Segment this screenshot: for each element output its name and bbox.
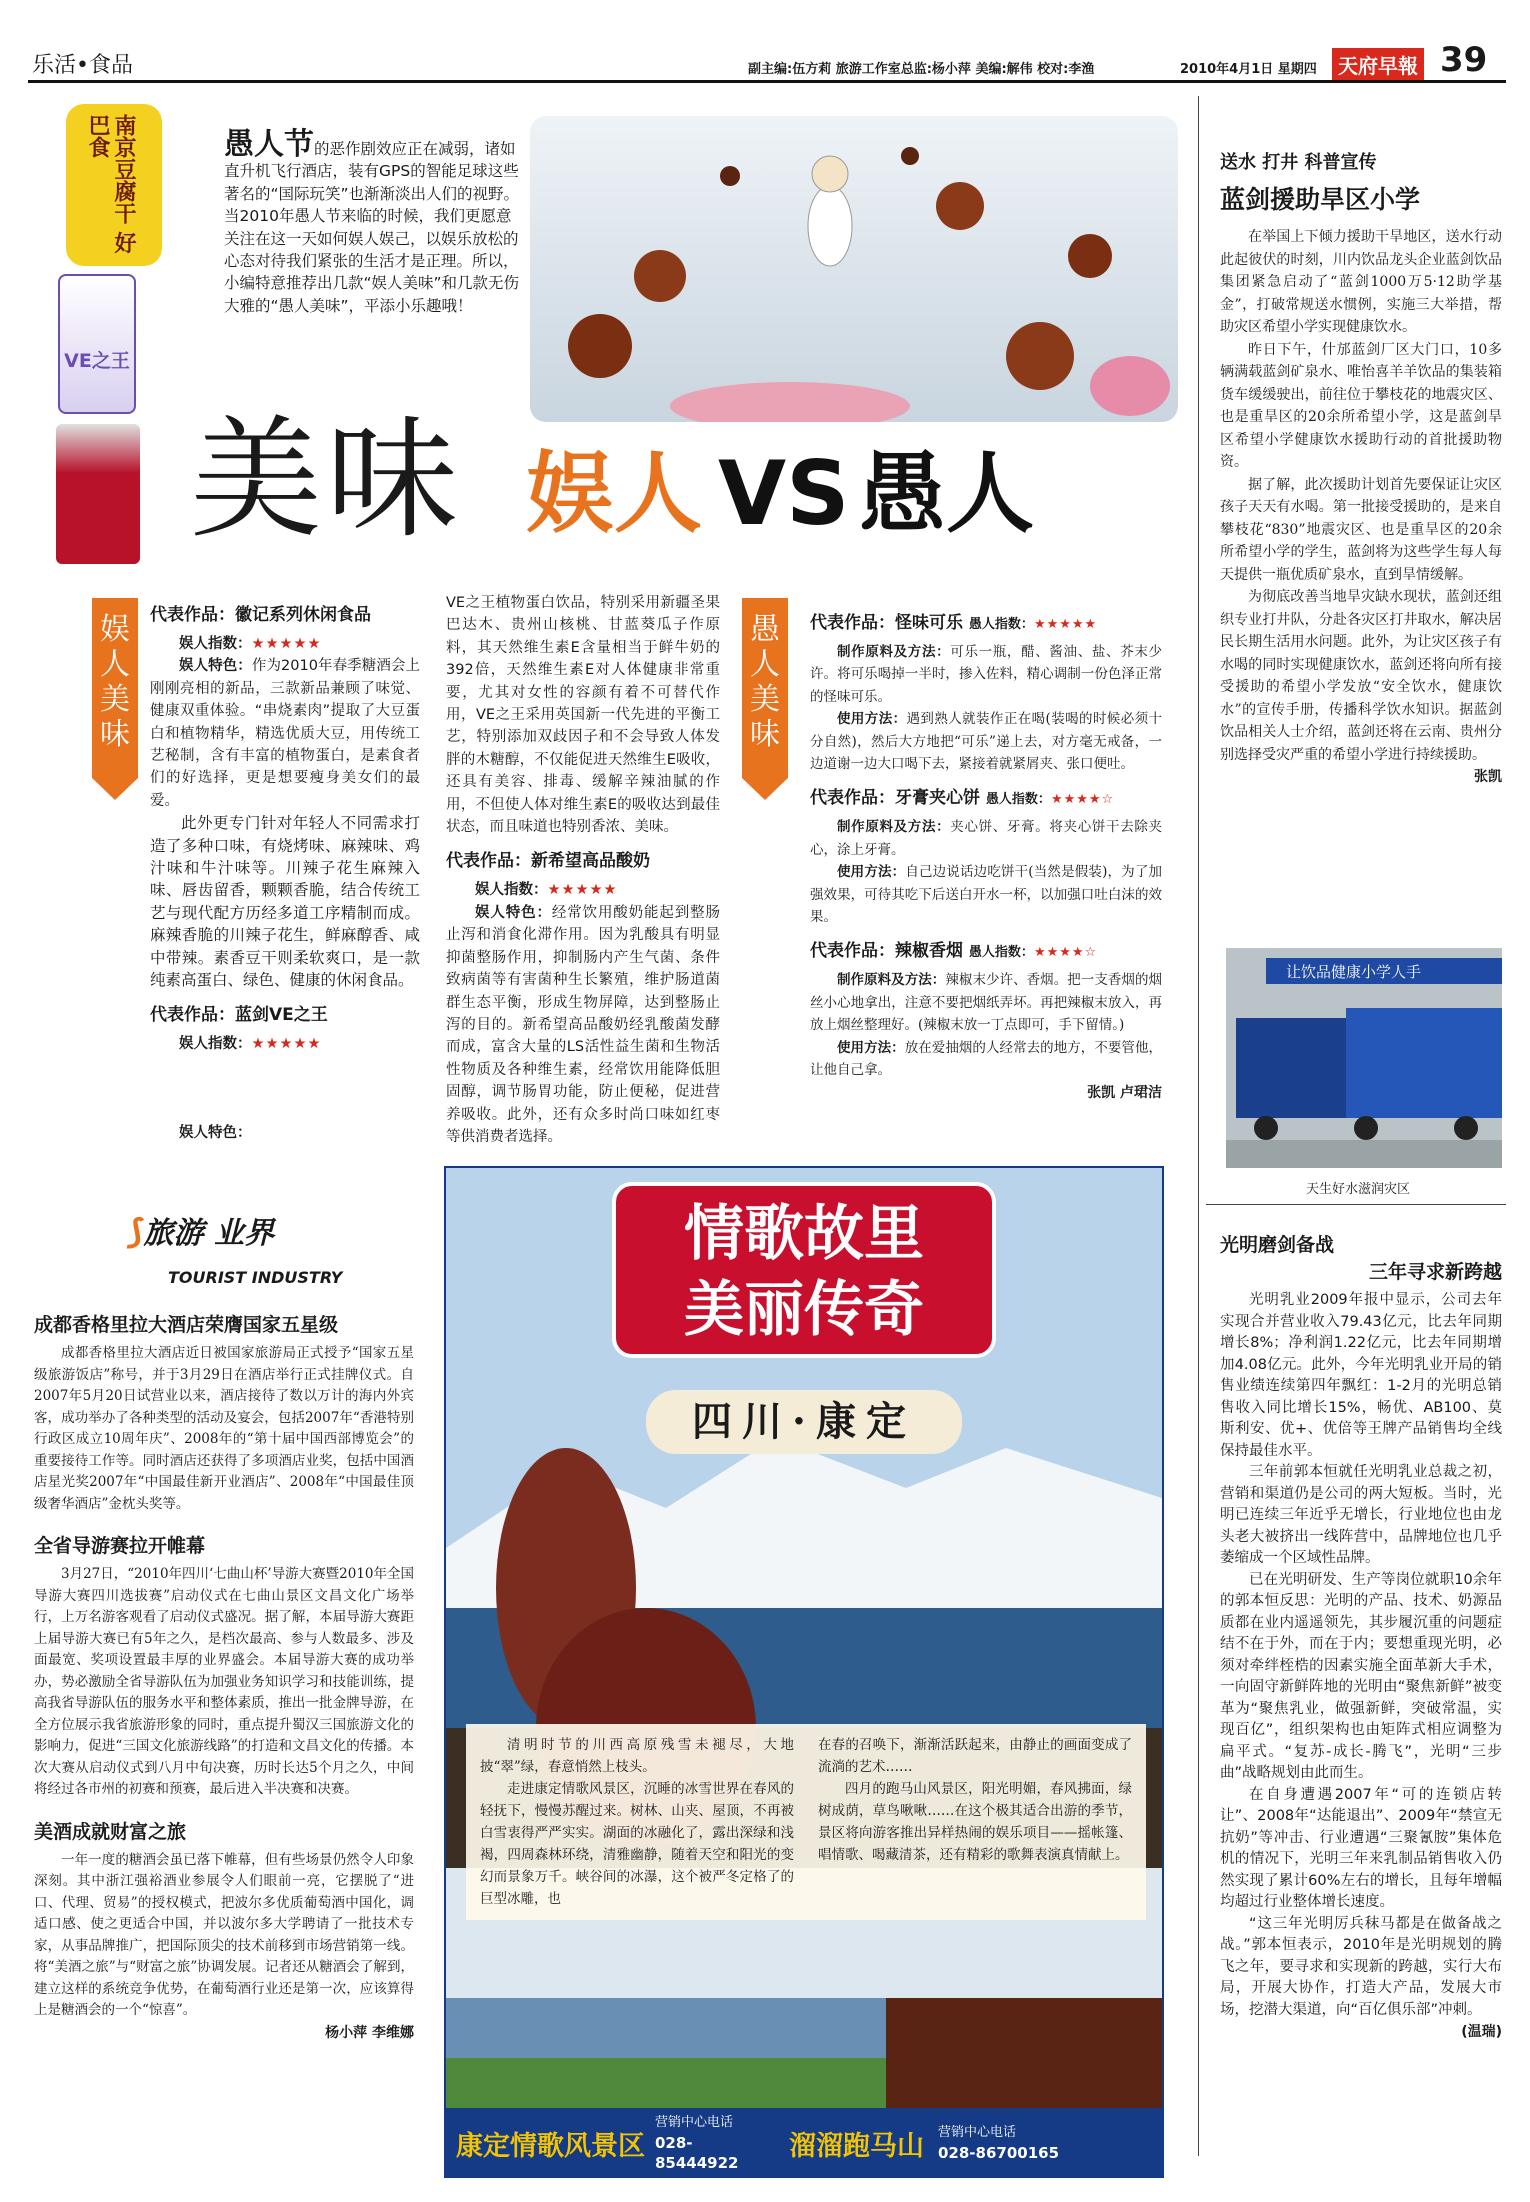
feature-text: 娱人特色：作为2010年春季糖酒会上刚刚亮相的新品，三款新品兼顾了味觉、健康双重体验。“串烧素肉”提取了大豆蛋白和植物精华，精选优质大豆，用传统工艺秘制，含有丰富的植物蛋白，是素食者们的好选择，更是想要瘦身美女们的最爱。 [150,658,420,809]
article-title: 美酒成就财富之旅 [34,1820,187,1843]
work-title: 代表作品：徽记系列休闲食品 [150,605,371,625]
usage-text: 使用方法：遇到熟人就装作正在喝(装喝的时候必须十分自然)，然后大方地把“可乐”递上去，对方毫无戒备，一边道谢一边大口喝下去，紧接着就紧屑夹、张口便吐。 [810,711,1162,773]
article-title: 全省导游赛拉开帷幕 [34,1535,206,1557]
trucks-photo [1226,948,1502,1168]
ve-drink-can-image: VE之王 [58,274,136,414]
photo-caption: 天生好水滋润灾区 [1306,1182,1411,1197]
lead-keyword: 愚人节 [224,127,314,162]
meatball-shape [936,182,984,230]
headline-meiwei: 美味 [190,403,462,557]
work-title: 代表作品：辣椒香烟 愚人指数：★★★★☆ [810,941,1098,962]
feature-text: VE之王植物蛋白饮品，特别采用新疆圣果巴达木、贵州山核桃、甘蓝葵瓜子作原料，其天然维生素E含量相当于鲜牛奶的392倍，天然维生素E对人体健康非常重要，尤其对女性的容颜有着不可替代作用，VE之王采用英国新一代先进的平衡工艺，特别添加双歧因子和不会导致人体发胖的木糖醇，不仅能促进天然维生E吸收，还具有美容、排毒、缓解辛辣油腻的作用，不但使人体对维生素E的吸收达到最佳状态，而且味道也特别香浓、美味。 [446,595,720,836]
article-title: 光明磨剑备战 [1220,1234,1335,1256]
work-title: 代表作品：蓝剑VE之王 [150,1004,328,1025]
advert-place: 四川·康定 [646,1390,962,1454]
lead-paragraph: 愚人节的恶作剧效应正在减弱，诸如直升机飞行酒店，装有GPS的智能足球这些著名的“国际玩笑”也渐渐淡出人们的视野。当2010年愚人节来临的时候，我们更愿意关注在这一天如何娱人娱己，以娱乐放松的心态对待我们紧张的生活才是正理。所以，小编特意推荐出几款“娱人美味”和几款无伤大雅的“愚人美味”，平添小乐趣哦！ [224,127,520,315]
rating-stars: ★★★★☆ [1033,945,1098,961]
byline: 张凯 [1474,769,1502,785]
work-title: 代表作品：牙膏夹心饼 愚人指数：★★★★☆ [810,788,1115,809]
kicker: 送水 打井 科普宣传 [1220,152,1377,173]
advert-title-box: 情歌故里 美丽传奇 [612,1182,996,1358]
scenic-name: 溜溜跑马山 [789,2130,924,2162]
advert-footer [446,2108,1162,2178]
guangming-article: 光明磨剑备战 三年寻求新跨越 光明乳业2009年报中显示，公司去年实现合并营业收入79.43亿元，比去年同期增长8%；净利润1.22亿元，比去年同期增加4.08亿元。此外，今年光明乳业开局的销售业绩连续第四年飘红：1-2月的光明总销售收入同比增长15%，畅优、AB100、莫斯利安、优+、优倍等王牌产品销售均全线保持最佳水平。 三年前郭本恒就任光明乳业总裁之初，营销和渠道仍是公司的两大短板。当时，光明已连续三年近乎无增长，行业地位也由龙头老大被挤出一线阵营中，品牌地位也几乎萎缩成一个区域性品牌。 已在光明研发、生产等岗位就职10余年的郭本恒反思：光明的产品、技术、奶源品质都在业内遥遥领先，其步履沉重的问题症结不在于外，而在于内；要想重现光明，必须对牵绊桎梏的因素实施全面革新大手术，一向固守新鲜阵地的光明由“聚焦新鲜”被变革为“聚焦乳业，做强新鲜，突破常温，实现百亿”，组织架构也由矩阵式相应调整为扁平式。“复苏-成长-腾飞”，光明“三步曲”战略规划由此而生。 在自身遭遇2007年“可的连锁店转让”、2008年“达能退出”、2009年“禁宣无抗奶”等冲击、行业遭遇“三聚氰胺”集体危机的情况下，光明三年来乳制品销售收入仍然实现了累计60%左右的增长，且每年增幅均超过行业整体增长速度。 “这三年光明厉兵秣马都是在做备战之战。”郭本恒表示，2010年是光明规划的腾飞之年，要寻求和实现新的跨越，实行大布局，开展大协作，打造大产品，发展大市场，挖潜大渠道，向“百亿俱乐部”冲刺。 (温瑞) [1220,1230,1502,2041]
work-title: 代表作品：怪味可乐 愚人指数：★★★★★ [810,613,1098,633]
lanjian-article: 送水 打井 科普宣传 蓝剑援助旱区小学 在举国上下倾力援助干旱地区，送水行动此起彼伏的时刻，川内饮品龙头企业蓝剑饮品集团紧急启动了“蓝剑1000万5·12助学基金”，打破常规送水惯例，实施三大举措，帮助灾区希望小学实现健康饮水。 昨日下午，什邡蓝剑厂区大门口，10多辆满载蓝剑矿泉水、唯怡喜羊羊饮品的集装箱货车缓缓驶出，前往位于攀枝花的地震灾区、也是重旱区的20余所希望小学，这是蓝剑旱区希望小学健康饮水援助行动的首批援助物资。 据了解，此次援助计划首先要保证让灾区孩子天天有水喝。第一批接受援助的，是来自攀枝花“830”地震灾区、也是重旱区的20余所希望小学的学生，蓝剑将为这些学生每人每天提供一瓶优质矿泉水，直到旱情缓解。 为彻底改善当地旱灾缺水现状，蓝剑还组织专业打井队，分赴各灾区打井取水，解决居民长期生活用水问题。此外，为让灾区孩子有水喝的同时实现健康饮水，蓝剑还将向所有接受援助的希望小学发放“安全饮水，健康饮水”的宣传手册，传播科学饮水知识。据蓝剑饮品相关人士介绍，蓝剑还将在云南、贵州分别选择受灾严重的希望小学进行持续援助。 张凯 [1220,148,1502,786]
tourism-brand-en: TOURIST INDUSTRY [168,1268,343,1287]
rating-stars: ★★★★★ [1033,617,1098,632]
scenic-name: 康定情歌风景区 [456,2130,645,2162]
kangding-advert [444,1166,1164,2178]
feature-text: 娱人特色：经常饮用酸奶能起到整肠止泻和消食化滞作用。因为乳酸具有明显抑菌整肠作用，抑制肠内产生气菌、条件致病菌等有害菌种生长繁殖，维护肠道菌群生态平衡，形成生物屏障，达到整肠止泻的目的。新希望高品酸奶经乳酸菌发酵而成，富含大量的LS活性益生菌和生物活性物质及各种维生素，经常饮用能降低胆固醇，调节肠胃功能，防止便秘，促进营养吸收。此外，还有众多时尚口味如红枣等供消费者选择。 [446,904,721,1145]
headline-yuren-fool: 愚人 [858,442,1035,545]
cartoon-scientist-figure [808,186,852,266]
rating-row: 娱人指数：★★★★★ [475,882,618,899]
method-text: 制作原料及方法：夹心饼、牙膏。将夹心饼干去除夹心，涂上牙膏。 [810,819,1163,858]
snack-package-image: 南京豆腐干 好巴食 [66,104,162,266]
meatball-shape [634,250,686,302]
headline-yuren: 娱人 [526,442,703,545]
rating-stars: ★★★★★ [251,1035,322,1052]
method-text: 制作原料及方法：可乐一瓶，醋、酱油、盐、芥末少许。将可乐喝掉一半时，掺入佐料，精心调制一份色泽正常的怪味可乐。 [810,644,1163,705]
byline: (温瑞) [1461,2024,1502,2040]
meatball-shape [568,314,632,378]
meatball-shape [1006,322,1074,390]
footprint-icon: ⟆ [128,1212,144,1252]
rating-stars: ★★★★☆ [1050,792,1115,808]
advert-copy: 清明时节的川西高原残雪未褪尽，大地披“翠”绿，春意悄然上枝头。 走进康定情歌风景区，沉睡的冰雪世界在春风的轻抚下，慢慢苏醒过来。树林、山夹、屋顶，不再被白雪衷得严严实实。湖面的冰融化了，露出深绿和浅褐，四周森林环绕，清雅幽静，随着天空和阳光的变幻而景象万千。峡谷间的冰瀑，这个被严冬定格了的巨型冰雕，也 在春的召唤下，渐渐活跃起来，由静止的画面变成了流淌的艺术…… 四月的跑马山风景区，阳光明媚，春风拂面，绿树成荫，草鸟啾啾……在这个极其适合出游的季节，景区将向游客推出异样热闹的娱乐项目——摇帐篷、唱情歌、喝藏清茶，还有精彩的歌舞表演真情献上。 [466,1724,1146,1920]
paper-logo: 天府早報 [1332,48,1424,81]
yuren-column-1-tail: 娱人特色： [179,1125,252,1141]
article-subtitle: 三年寻求新跨越 [1368,1261,1502,1283]
rating-stars: ★★★★★ [547,882,618,899]
issue-date: 2010年4月1日 星期四 [1180,62,1317,77]
masthead-rule [28,80,1506,83]
meatball-shape [901,147,919,165]
tab-yuren-fool-meiwei: 愚人美味 [742,598,788,778]
page-number: 39 [1440,40,1488,80]
headline-vs: VS [718,442,850,545]
yuren-column-2 [446,592,720,1148]
temple-dance-image [446,1998,1162,2108]
rating-stars: ★★★★★ [251,636,322,652]
meatball-shape [720,166,740,186]
byline: 杨小萍 李维娜 [325,2024,414,2041]
usage-text: 使用方法：放在爱抽烟的人经常去的地方，不要管他，让他自己拿。 [810,1039,1163,1079]
usage-text: 使用方法：自己边说话边吃饼干(当然是假装)，为了加强效果，可待其吃下后送白开水一杯，以加强口吐白沫的效果。 [810,864,1162,926]
column-divider [1198,96,1199,2156]
tourism-column: 成都香格里拉大酒店荣膺国家五星级 成都香格里拉大酒店近日被国家旅游局正式授予“国家五星级旅游饭店”称号，并于3月29日在酒店举行正式挂牌仪式。自2007年5月20日试营业以来，酒店接待了数以万计的海内外宾客，成功举办了各种类型的活动及宴会，包括2007年“香港特别行政区成立10周年庆”、2008年的“第十届中国西部博览会”的重要接待工作等。同时酒店还获得了多项酒店业奖，包括中国酒店星光奖2007年“中国最佳新开业酒店”、2008年“中国最佳顶级奢华酒店”金枕头奖等。 全省导游赛拉开帷幕 3月27日，“2010年四川‘七曲山杯’导游大赛暨2010年全国导游大赛四川选拔赛”启动仪式在七曲山景区文昌文化广场举行，上万名游客观看了启动仪式盛况。据了解，本届导游大赛距上届导游大赛已有5年之久，是档次最高、参与人数最多、涉及面最宽、奖项设置最丰厚的业界盛会。本届导游大赛的成功举办，势必激励全省导游队伍为加强业务知识学习和技能训练，提高我省导游队伍的服务水平和整体素质，推出一批金牌导游，在全方位展示我省旅游形象的同时，重点提升蜀汉三国旅游文化的影响力，促进“三国文化旅游线路”的打造和文昌文化的传播。本次大赛从启动仪式到八月中旬决赛，历时长达5个月之久，中间将经过各市州的初赛和预赛，最后进入半决赛和决赛。 美酒成就财富之旅 一年一度的糖酒会虽已落下帷幕，但有些场景仍然令人印象深刻。其中浙江强裕酒业参展令人们眼前一亮，它摆脱了“进口、代理、贸易”的授权模式，把波尔多优质葡萄酒中国化，调适口感、使之更适合中国，并以波尔多大学聘请了一批技术专家，从事品牌推广，把国际顶尖的技术前移到市场营销第一线。将“美酒之旅”与“财富之旅”协调发展。记者还从糖酒会了解到，建立这样的系统竞争优势，在葡萄酒行业还是第一次，应该算得上是糖酒会的一个“惊喜”。 杨小萍 李维娜 [34,1310,414,2042]
section-label: 乐活•食品 [32,53,133,78]
fool-column [810,600,1162,1102]
article-title: 成都香格里拉大酒店荣膺国家五星级 [34,1314,339,1336]
article-title: 蓝剑援助旱区小学 [1220,185,1421,214]
method-text: 制作原料及方法：辣椒末少许、香烟。把一支香烟的烟丝小心地拿出，注意不要把烟纸弄坏。再把辣椒末放入，再放上烟丝整理好。(辣椒末放一丁点即可，手下留情。) [810,972,1163,1034]
credits: 副主编:伍方莉 旅游工作室总监:杨小萍 美编:解伟 校对:李渔 [748,62,1095,77]
yogurt-box-image [56,424,140,564]
tab-yuren-meiwei: 娱人美味 [92,598,138,778]
divider [1206,1204,1506,1205]
rating-row: 娱人指数：★★★★★ [179,1035,322,1052]
paragraph: 此外更专门针对年轻人不同需求打造了多种口味，有烧烤味、麻辣味、鸡汁味和牛汁味等。川辣子花生麻辣入味、唇齿留香，颗颗香脆，结合传统工艺与现代配方历经多道工序精制而成。麻辣香脆的川辣子花生，鲜麻醇香、咸中带辣。素香豆干则柔软爽口，是一款纯素高蛋白、绿色、健康的休闲食品。 [150,814,420,990]
phone-block: 营销中心电话 028-86700165 [938,2125,1060,2162]
byline: 张凯 卢珺洁 [1087,1084,1162,1101]
yuren-column-1 [150,592,420,1055]
phone-block: 营销中心电话 028-85444922 [655,2115,739,2172]
hero-cartoon-image [530,116,1178,422]
banner-text: 让饮品健康小学人手 [1286,963,1422,981]
rating-row: 娱人指数：★★★★★ [179,636,322,652]
meatball-shape [1068,234,1112,278]
tourism-brand: ⟆旅游 业界 [128,1212,274,1252]
donut-shape [1090,356,1170,416]
work-title: 代表作品：新希望高品酸奶 [446,851,650,872]
